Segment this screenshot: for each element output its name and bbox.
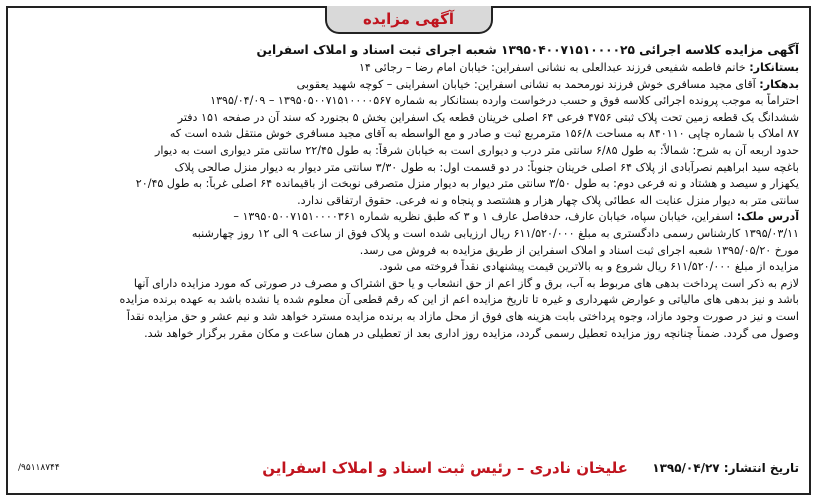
body-line: ششدانگ یک قطعه زمین تحت پلاک ثبتی ۴۷۵۶ فرعی ۶۴ اصلی خرینان قطعه یک اسفراین بخش ۵ بجنورد که سند آن در صفحه ۱۵۱ دفتر: [177, 110, 799, 124]
body-line: باغچه سید ابراهیم نصرآبادی از پلاک ۶۴ اصلی خرینان جنوباً: در دو قسمت اول: به طول ۳/۳۰ سانتی متر دیوار به دیوار منزل صالحی پلاک: [174, 160, 799, 174]
address-label: آدرس ملک:: [736, 210, 799, 224]
debtor-line: [18, 77, 799, 94]
notice-title: آگهی مزایده: [362, 10, 455, 28]
creditor-text: خانم فاطمه شفیعی فرزند عبدالعلی به نشانی اسفراین: خیابان امام رضا – رجائی ۱۴: [358, 61, 746, 74]
address-body-line: باشد و نیز بدهی های مالیاتی و عوارض شهرداری و غیره تا تاریخ مزایده اعم از این که رقم قطعی آن معلوم شده یا نشده باشد به عهده برنده مزایده: [119, 293, 799, 307]
address-line: [18, 209, 799, 226]
body-line: یکهزار و سیصد و هشتاد و نه فرعی دوم: به طول ۳/۵۰ سانتی متر دیوار به دیوار منزل متصرفی نوبخت از باقیمانده ۶۴ اصلی غرباً: به طول ۲۰/۴۵: [135, 177, 799, 191]
debtor-text: آقای مجید مسافری خوش فرزند نورمحمد به نشانی اسفراین: خیابان اسفراینی – کوچه شهید یعقوبی: [296, 77, 756, 91]
address-text: اسفراین، خیابان سپاه، خیابان عارف، حدفاصل عارف ۱ و ۳ که طبق نظریه شماره ۱۳۹۵۰۵۰۰۷۱۵۱۰۰۰۰۳۶۱ –: [233, 210, 734, 224]
address-body-line: وصول می گردد. ضمناً چنانچه روز مزایده تعطیل رسمی گردد، مزایده روز اداری بعد از تعطیلی در همان ساعت و مکان مقرر برگزار خواهد شد.: [144, 326, 799, 340]
debtor-label: بدهکار:: [759, 77, 799, 91]
address-body-line: لازم به ذکر است پرداخت بدهی های مربوط به آب، برق و گاز اعم از حق انشعاب و یا حق اشتراک و مصرف در صورتی که مورد مزایده دارای آنها: [133, 276, 799, 290]
address-body-line: ۱۳۹۵/۰۳/۱۱ کارشناس رسمی دادگستری به مبلغ ۶۱۱/۵۲۰/۰۰۰ ریال ارزیابی شده است و پلاک فوق از ساعت ۹ الی ۱۲ روز چهارشنبه: [191, 226, 799, 240]
notice-code: /۹۵۱۱۸۷۴۴: [18, 463, 60, 473]
notice-frame: [6, 6, 811, 495]
creditor-label: بستانکار:: [749, 61, 799, 74]
notice-body: [18, 42, 799, 483]
publish-date-block: [652, 461, 799, 475]
body-line: حدود اربعه آن به شرح: شمالاً: به طول ۶/۸۵ سانتی متر درب و دیواری است به خیابان شرقاً: به طول ۲۲/۴۵ سانتی متر دیواری است به دیوار: [154, 143, 799, 157]
body-line: ۸۷ املاک با شماره چاپی ۸۴۰۱۱۰ به مساحت ۱۵۶/۸ مترمربع ثبت و صادر و مع الواسطه به آقای مجید مسافری خوش منتقل شده است که: [169, 127, 799, 141]
publish-label: تاریخ انتشار:: [723, 461, 799, 475]
body-line: سانتی متر به دیوار منزل عنایت اله عطائی پلاک چهار هزار و هشتصد و پنجاه و نه فرعی. حقوق ارتفاقی ندارد.: [297, 193, 799, 207]
address-body-line: مزایده از مبلغ ۶۱۱/۵۲۰/۰۰۰ ریال شروع و به بالاترین قیمت پیشنهادی نقداً فروخته می شود.: [379, 260, 799, 274]
address-body-line: مورخ ۱۳۹۵/۰۵/۲۰ شعبه اجرای ثبت اسناد و املاک اسفراین از طریق مزایده به فروش می رسد.: [359, 243, 799, 257]
creditor-line: [18, 60, 799, 77]
publish-date: ۱۳۹۵/۰۴/۲۷: [652, 461, 720, 475]
notice-title-box: [325, 6, 493, 34]
notice-footer: [18, 459, 799, 479]
address-body-line: است و نیز در صورت وجود مازاد، وجوه پرداختی بابت هزینه های فوق از محل مازاد به برنده مزایده مسترد خواهد شد و نیم عشر و حق مزایده نقداً: [126, 309, 799, 323]
body-line: احتراماً به موجب پرونده اجرائی کلاسه فوق و حسب درخواست وارده بستانکار به شماره ۱۳۹۵۰۵۰۰۷۱۵۱۰۰۰۰۵۶۷ – ۱۳۹۵/۰۴/۰۹: [210, 94, 799, 108]
signature: علیخان نادری – رئیس ثبت اسناد و املاک اسفراین: [262, 459, 628, 477]
notice-heading: آگهی مزایده کلاسه اجرائی ۱۳۹۵۰۴۰۰۷۱۵۱۰۰۰۰۲۵ شعبه اجرای ثبت اسناد و املاک اسفراین: [256, 43, 799, 57]
